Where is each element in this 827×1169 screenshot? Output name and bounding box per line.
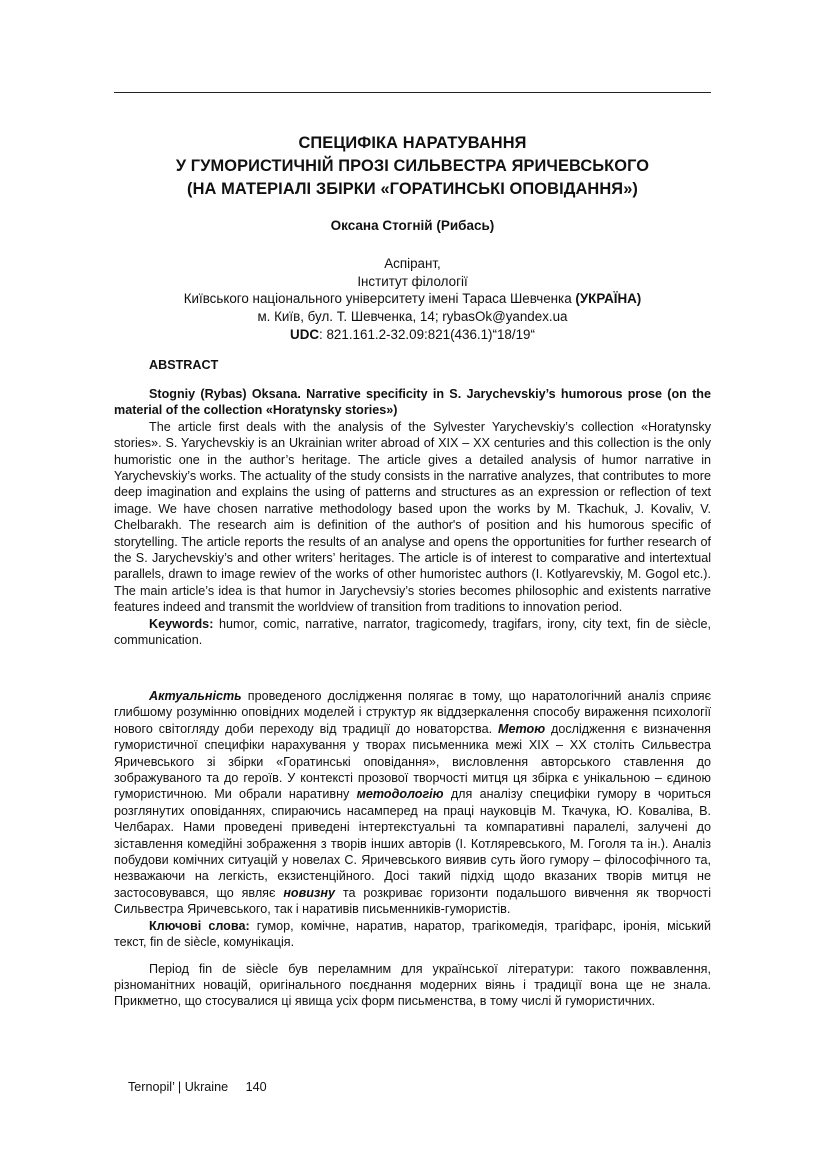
article-title <box>114 132 711 201</box>
abstract-heading: ABSTRACT <box>149 358 219 372</box>
term-novelty: новизну <box>283 885 335 900</box>
keywords-text: humor, comic, narrative, narrator, tragicomedy, tragifars, irony, city text, fin de siècle, communication. <box>114 616 711 648</box>
ua-keywords-text: гумор, комічне, наратив, наратор, трагікомедія, трагіфарс, іронія, міський текст, fin de siècle, комунікація. <box>114 918 711 950</box>
ukrainian-section <box>114 688 711 1010</box>
affiliation-address: м. Київ, бул. Т. Шевченка, 14; rybasOk@yandex.ua <box>257 309 568 325</box>
page-footer <box>128 1080 267 1094</box>
udc-label: UDC <box>290 326 320 342</box>
affiliation-position: Аспірант, <box>384 256 441 271</box>
title-line: СПЕЦИФІКА НАРАТУВАННЯ <box>298 134 527 152</box>
page-number: 140 <box>245 1080 267 1094</box>
title-line: У ГУМОРИСТИЧНІЙ ПРОЗІ СИЛЬВЕСТРА ЯРИЧЕВСЬКОГО <box>175 157 650 175</box>
ua-keywords <box>114 918 711 951</box>
affiliation-country: (УКРАЇНА) <box>575 291 642 307</box>
affiliation-university-line <box>114 290 711 308</box>
paragraph-text: для аналізу специфіки гумору в чориться розглянутих оповіданнях, спираючись насамперед на праці науковців М. Ткачука, Ю. Коваліва, В. Челбарах. Нами проведені приведені інтертекстуальні та компаративні паралелі, залучені до зіставлення комедійні зображення з творів інших авторів (І. Котляревського, М. Гоголя та ін.). Аналіз побудови комічних ситуацій у новелах С. Яричевського виявив суть його гумору – філософічного та, незважаючи на легкість, екзистенційного. Досі такий підхід щодо вказаних творів митця не застосовувався, що являє <box>114 787 711 900</box>
paragraph-text: проведеного дослідження полягає в тому, що наратологічний аналіз сприяє глибшому розумінню оповідних моделей і структур як віддзеркалення способу вираження психології нового світогляду доби переходу від традиції до новаторства. <box>114 689 711 736</box>
paragraph-text: та розкриває горизонти подальшого вивчення як творчості Сильвестра Яричевського, так і наративів письменників-гумористів. <box>114 885 711 917</box>
abstract-body: The article first deals with the analysis of the Sylvester Yarychevskiy’s collection «Horatynsky stories». S. Yarychevskiy is an Ukrainian writer abroad of XIX – XX centuries and this collection is the only humoristic one in the author’s heritage. The article gives a detailed analysis of humor narrative in Yarychevskiy’s works. The actuality of the study consists in the narrative analyzes, that contributes to more deep imagination and explains the using of patterns and structures as an expression or reflection of text image. We have chosen narrative methodology based upon the works by M. Tkachuk, J. Kovaliv, V. Chelbarakh. The research aim is definition of the author's of position and his humorous specific of storytelling. The article reports the results of an analyse and opens the opportunities for further research of the S. Jarychevskiy’s and other writers’ heritages. The article is of interest to comparative and intertextual parallels, drawn to image rewiev of the works of other humoristec authors (I. Kotlyarevskiy, M. Gogol etc.). The main article’s idea is that humor in Jarychevsiy’s stories becomes philosophic and existents narrative features indeed and transmit the worldview of transition from traditions to innovation period. <box>114 419 711 615</box>
abstract-title: Stogniy (Rybas) Oksana. Narrative specificity in S. Jarychevskiy’s humorous prose (on the material of the collection «Horatynsky stories») <box>114 387 711 418</box>
term-relevance: Актуальність <box>149 689 242 703</box>
udc-value: : 821.161.2-32.09:821(436.1)“18/19“ <box>319 326 535 342</box>
ua-keywords-label: Ключові слова: <box>149 918 250 933</box>
author-affiliation <box>114 255 711 344</box>
term-aim: Метою <box>498 721 546 736</box>
affiliation-university: Київського національного університету імені Тараса Шевченка <box>183 291 572 307</box>
abstract-keywords <box>114 616 711 649</box>
author-name: Оксана Стогній (Рибась) <box>330 218 495 233</box>
footer-place: Ternopil’ | Ukraine <box>128 1080 229 1094</box>
term-methodology: методологію <box>356 787 444 802</box>
udc-line <box>114 326 711 344</box>
affiliation-institute: Інститут філології <box>357 273 468 289</box>
keywords-label: Keywords: <box>149 616 214 631</box>
ua-intro-paragraph <box>114 688 711 918</box>
ua-body-paragraph: Період fin de siècle був переламним для української літератури: такого пожвавлення, різноманітних новацій, оригінального поєднання модерних віянь і традиції вона ще не знала. Прикметно, що стосувалися ці явища усіх форм письменства, в тому числі й гумористичних. <box>114 961 711 1009</box>
paragraph-text: дослідження є визначення гумористичної специфіки нарахування у творах письменника межі XIX – XX століть Сильвестра Яричевського зі збірки «Горатинські оповідання», висловлення авторського ставлення до зображуваного та до героїв. У контексті прозової творчості митця ця збірка є унікальною – єдиною гумористичною. Ми обрали наративну <box>114 721 711 802</box>
top-rule <box>114 92 711 93</box>
abstract-block <box>114 386 711 649</box>
title-line: (НА МАТЕРІАЛІ ЗБІРКИ «ГОРАТИНСЬКІ ОПОВІДАННЯ») <box>187 180 638 198</box>
